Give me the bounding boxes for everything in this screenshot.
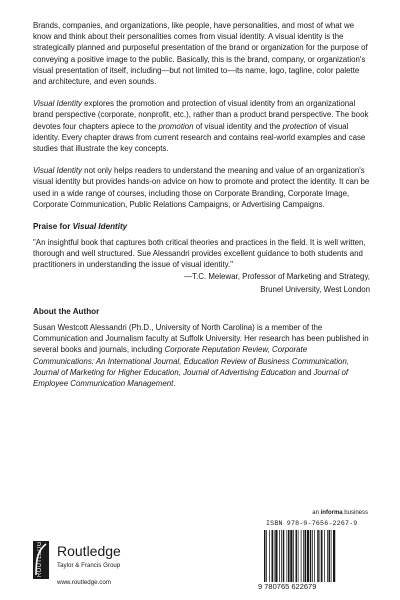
barcode-image [258,530,368,582]
author-bio-text: Susan Westcott Alessandri (Ph.D., University of North Carolina) is a member of the Communication and Journalism faculty at Suffolk University. Her research has been published in several books and journals, including [33,323,369,355]
publisher-url: www.routledge.com [57,579,111,586]
informa-prefix: an [312,510,321,516]
routledge-logo-mark [33,536,49,579]
barcode-block [258,510,368,592]
author-bio [33,322,370,389]
publisher-name: Routledge [57,543,121,559]
para-3-text: not only helps readers to understand the meaning and value of an organization's visual identity but provides hands-on advice on how to promote and protect the identity. It can be used in a wide range of courses, including those on Corporate Branding, Corporate Image, Corporate Communication, Public Relations Campaigns, or Advertising Campaigns. [33,166,370,209]
praise-heading [33,222,370,231]
isbn-label: ISBN 978-0-7656-2267-9 [266,520,358,527]
book-title-ref: Visual Identity [33,166,82,176]
promotion-emphasis: promotion [158,121,194,131]
informa-suffix: business [342,510,368,516]
informa-business-label [312,510,368,516]
praise-attribution-line-2: Brunel University, West London [260,284,370,294]
about-author-heading: About the Author [33,307,100,317]
para-2-text-c: of visual identity. Every chapter draws from current research and contains real-world examples and case studies that illustrate the key concepts. [33,121,366,154]
barcode-number: 9 780765 622679 [258,582,317,591]
para-2-text-b: of visual identity and the [193,121,283,131]
publisher-tagline: Taylor & Francis Group [57,562,121,569]
logo-vertical-text: ROUTLEDGE [37,536,43,577]
praise-quote: "An insightful book that captures both critical theories and practices in the field. It is well written, thorough and well structured. Sue Alessandri provides excellent guidance to both students and practitioners in understanding the issue of visual identity." [33,238,366,270]
author-bio-and: and [295,367,314,377]
description-paragraph-2 [33,98,370,154]
journal-last: Journal of Employee Communication Management [33,367,349,389]
description-paragraph-1: Brands, companies, and organizations, like people, have personalities, and most of what we know and think about their personalities comes from visual identity. A visual identity is the strategically planned and purposeful presentation of the brand or organization for the purpose of conveying a positive image to the public. Basically, this is the brand, company, or organization's visual presentation of itself, including—but not limited to—its name, logo, tagline, color palette and architecture, and even sounds. [33,21,368,87]
publisher-logo [33,536,173,589]
para-2-text-a: explores the promotion and protection of visual identity from an organizational brand perspective (corporate, nonprofit, etc.), rather than a product brand perspective. The book devotes four chapters apiece to the [33,99,369,131]
journal-list: Corporate Reputation Review, Corporate Communications: An International Journal, Education Review of Business Communication, Journal of Marketing for Higher Education, Journal of Advertising Education [33,345,349,377]
praise-heading-label: Praise for [33,222,73,232]
book-title-ref: Visual Identity [33,99,82,109]
praise-attribution-line-1: —T.C. Melewar, Professor of Marketing and Strategy, [184,271,370,281]
back-cover-text [33,20,370,400]
description-paragraph-3 [33,165,370,210]
praise-heading-title: Visual Identity [72,222,128,232]
informa-brand: informa [320,510,343,516]
protection-emphasis: protection [282,121,318,131]
author-bio-end: . [173,379,176,389]
